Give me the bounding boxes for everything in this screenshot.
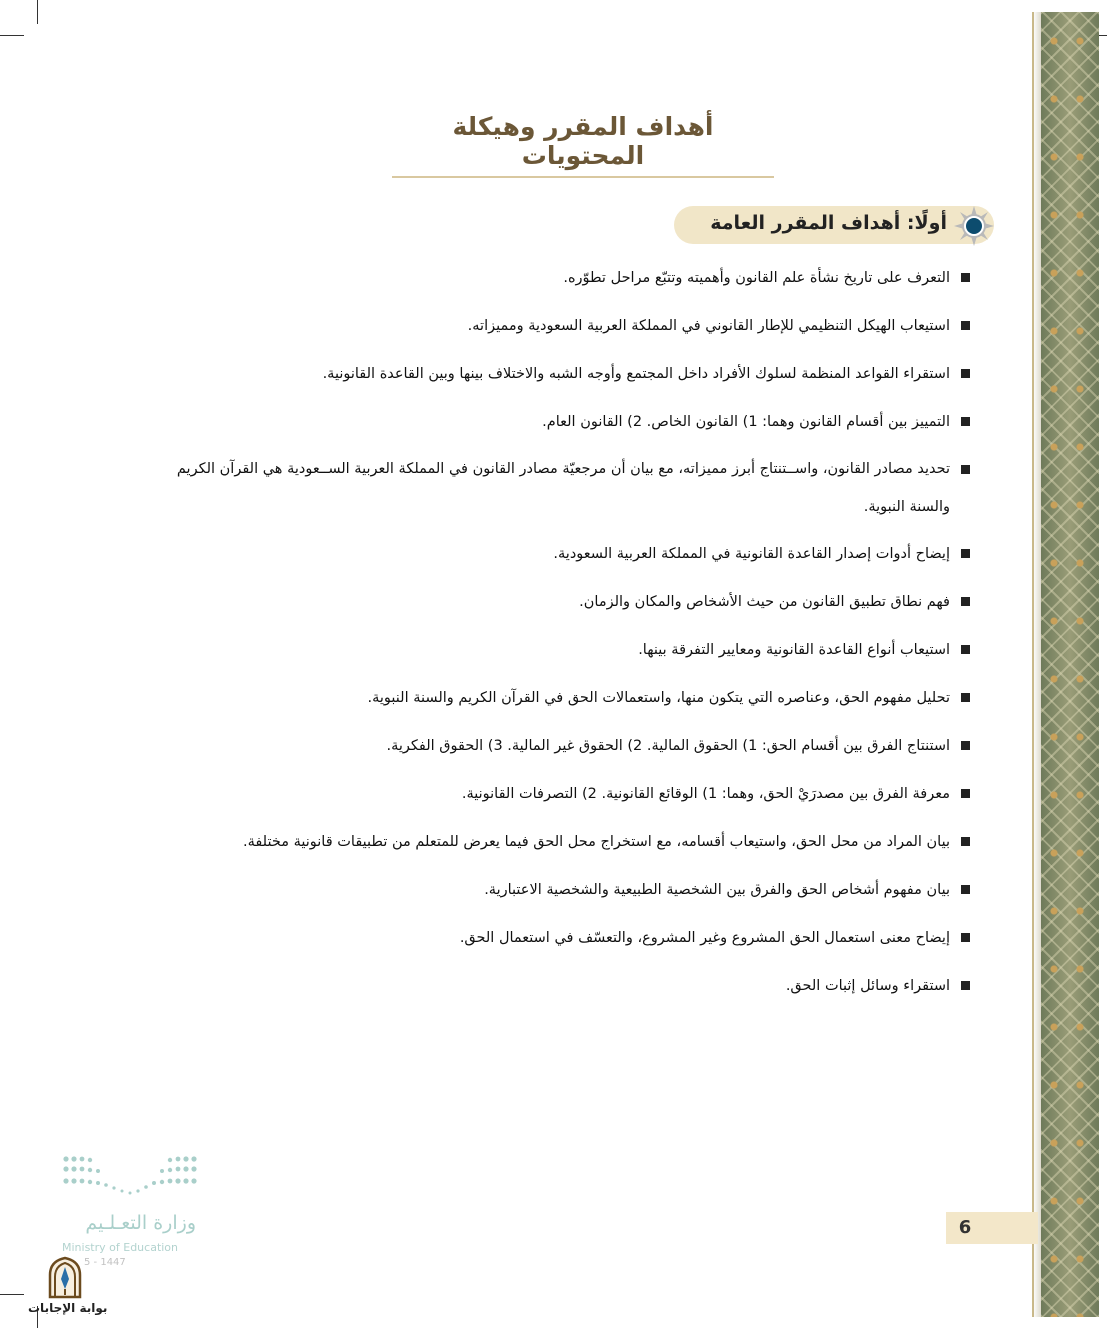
objective-text: معرفة الفرق بين مصدرَيْ الحق، وهما: 1) الوقائع القانونية. 2) التصرفات القانونية. [461, 786, 950, 802]
objective-text: استقراء القواعد المنظمة لسلوك الأفراد داخل المجتمع وأوجه الشبه والاختلاف بينها وبين القاعدة القانونية. [322, 366, 950, 382]
page-title: أهداف المقرر وهيكلة المحتويات [392, 112, 774, 178]
list-item [150, 258, 970, 298]
objective-text: بيان مفهوم أشخاص الحق والفرق بين الشخصية الطبيعية والشخصية الاعتبارية. [484, 882, 950, 898]
list-item [150, 630, 970, 670]
list-item [150, 582, 970, 622]
objective-text: استنتاج الفرق بين أقسام الحق: 1) الحقوق المالية. 2) الحقوق غير المالية. 3) الحقوق الفكرية. [386, 738, 950, 754]
crop-mark-top-left-h [0, 35, 24, 36]
objective-text: استقراء وسائل إثبات الحق. [785, 978, 950, 994]
objective-text: استيعاب أنواع القاعدة القانونية ومعايير التفرقة بينها. [638, 642, 950, 658]
objective-text: التمييز بين أقسام القانون وهما: 1) القانون الخاص. 2) القانون العام. [542, 414, 950, 430]
ministry-year: 5 - 1447 [84, 1257, 126, 1268]
ministry-logo-dots [62, 1155, 198, 1197]
objective-text: إيضاح أدوات إصدار القاعدة القانونية في المملكة العربية السعودية. [553, 546, 950, 562]
bullet-square-icon [961, 645, 970, 654]
crop-mark-bottom-left-h [0, 1294, 24, 1295]
sun-ornament-icon [954, 206, 994, 246]
list-item [150, 402, 970, 442]
bullet-square-icon [961, 741, 970, 750]
decorative-pattern-border [1041, 12, 1099, 1317]
bullet-square-icon [961, 369, 970, 378]
bullet-square-icon [961, 417, 970, 426]
bullet-square-icon [961, 789, 970, 798]
objective-text: تحديد مصادر القانون، واســتنتاج أبرز مميزاته، مع بيان أن مرجعيّة مصادر القانون في المملكة العربية الســعودية هي القرآن الكريم والسنة النبوية. [176, 461, 950, 515]
crop-mark-top-left-v [37, 0, 38, 24]
list-item [150, 534, 970, 574]
bullet-square-icon [961, 933, 970, 942]
ministry-name-arabic: وزارة التعـلـيم [85, 1212, 196, 1234]
objective-text: استيعاب الهيكل التنظيمي للإطار القانوني في المملكة العربية السعودية ومميزاته. [467, 318, 950, 334]
bullet-square-icon [961, 321, 970, 330]
list-item [150, 726, 970, 766]
objective-text: بيان المراد من محل الحق، واستيعاب أقسامه، مع استخراج محل الحق فيما يعرض للمتعلم من تطبيقات قانونية مختلفة. [242, 834, 950, 850]
portal-name: بوابة الإجابات [28, 1301, 108, 1315]
objective-text: إيضاح معنى استعمال الحق المشروع وغير المشروع، والتعسّف في استعمال الحق. [459, 930, 950, 946]
objective-text: تحليل مفهوم الحق، وعناصره التي يتكون منها، واستعمالات الحق في القرآن الكريم والسنة النبوية. [367, 690, 950, 706]
objectives-list [150, 258, 970, 1014]
border-shadow [1033, 12, 1041, 1317]
section-title: أولًا: أهداف المقرر العامة [710, 212, 947, 234]
bullet-square-icon [961, 693, 970, 702]
objective-text: فهم نطاق تطبيق القانون من حيث الأشخاص والمكان والزمان. [579, 594, 950, 610]
list-item [150, 354, 970, 394]
list-item [150, 870, 970, 910]
bullet-square-icon [961, 273, 970, 282]
list-item [150, 774, 970, 814]
bullet-square-icon [961, 465, 970, 474]
list-item [150, 966, 970, 1006]
page-number: 6 [958, 1217, 972, 1238]
list-item [150, 450, 970, 526]
portal-logo-icon [44, 1255, 86, 1299]
ministry-name-english: Ministry of Education [62, 1241, 179, 1254]
bullet-square-icon [961, 597, 970, 606]
list-item [150, 678, 970, 718]
bullet-square-icon [961, 885, 970, 894]
list-item [150, 306, 970, 346]
bullet-square-icon [961, 837, 970, 846]
list-item [150, 918, 970, 958]
objective-text: التعرف على تاريخ نشأة علم القانون وأهميته وتتبّع مراحل تطوّره. [563, 270, 950, 286]
list-item [150, 822, 970, 862]
bullet-square-icon [961, 549, 970, 558]
bullet-square-icon [961, 981, 970, 990]
